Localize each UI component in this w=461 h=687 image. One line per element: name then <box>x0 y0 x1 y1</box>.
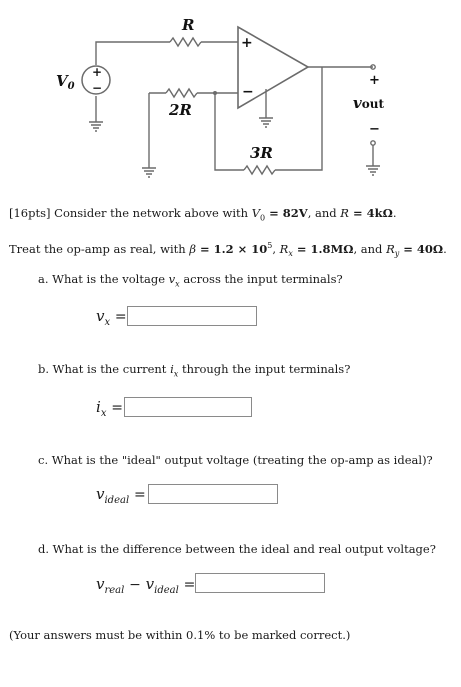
ground-2r <box>142 168 156 177</box>
question-b: b. What is the current $i_x$ through the input terminals? <box>38 362 351 379</box>
output-ground-terminal <box>371 141 375 145</box>
resistor-2r <box>166 89 197 97</box>
question-c: c. What is the "ideal" output voltage (treating the op-amp as ideal)? <box>38 453 433 467</box>
answer-d-label: $v_{real} - v_{ideal}$ = <box>96 575 196 596</box>
wire-feedback-left <box>215 93 244 170</box>
label-v0: $V_0$ <box>56 72 75 92</box>
question-d: d. What is the difference between the ideal and real output voltage? <box>38 542 436 556</box>
vout-minus-sign: − <box>369 122 380 137</box>
answer-b-label: $i_x$ = <box>96 398 123 419</box>
wire-source-top <box>96 42 170 65</box>
source-plus-sign: + <box>92 65 103 79</box>
answer-c-input[interactable] <box>148 484 278 504</box>
source-minus-sign: − <box>92 81 103 95</box>
ground-opamp <box>259 118 273 127</box>
answer-a-input[interactable] <box>127 306 257 326</box>
label-2r: 2R <box>169 101 192 119</box>
answer-a-label: $v_x$ = <box>96 307 127 328</box>
opamp-plus-sign: + <box>241 35 253 51</box>
answer-d-input[interactable] <box>195 573 325 593</box>
answer-b-input[interactable] <box>124 397 252 417</box>
problem-opamp-params: Treat the op-amp as real, with $\beta = 1.2 \times 10^5$, $R_x = 1.8M\Omega$, and $R_y = 40\Omega$. <box>9 241 447 259</box>
ground-output <box>366 166 380 175</box>
label-r-top: R <box>182 16 195 34</box>
question-a: a. What is the voltage $v_x$ across the input terminals? <box>38 272 343 289</box>
problem-intro: [16pts] Consider the network above with $V_0 = 82V$, and R = 4kΩ. <box>9 206 397 223</box>
ground-source <box>89 122 103 131</box>
vout-plus-sign: + <box>369 73 380 88</box>
resistor-3r <box>244 166 275 174</box>
label-vout: vout <box>353 94 384 112</box>
resistor-r-top <box>170 38 201 46</box>
junction-dot <box>213 91 217 95</box>
opamp-minus-sign: − <box>242 84 254 100</box>
tolerance-note: (Your answers must be within 0.1% to be marked correct.) <box>9 628 351 642</box>
answer-c-label: $v_{ideal}$ = <box>96 485 146 506</box>
circuit-diagram <box>0 0 461 200</box>
label-3r: 3R <box>250 144 273 162</box>
